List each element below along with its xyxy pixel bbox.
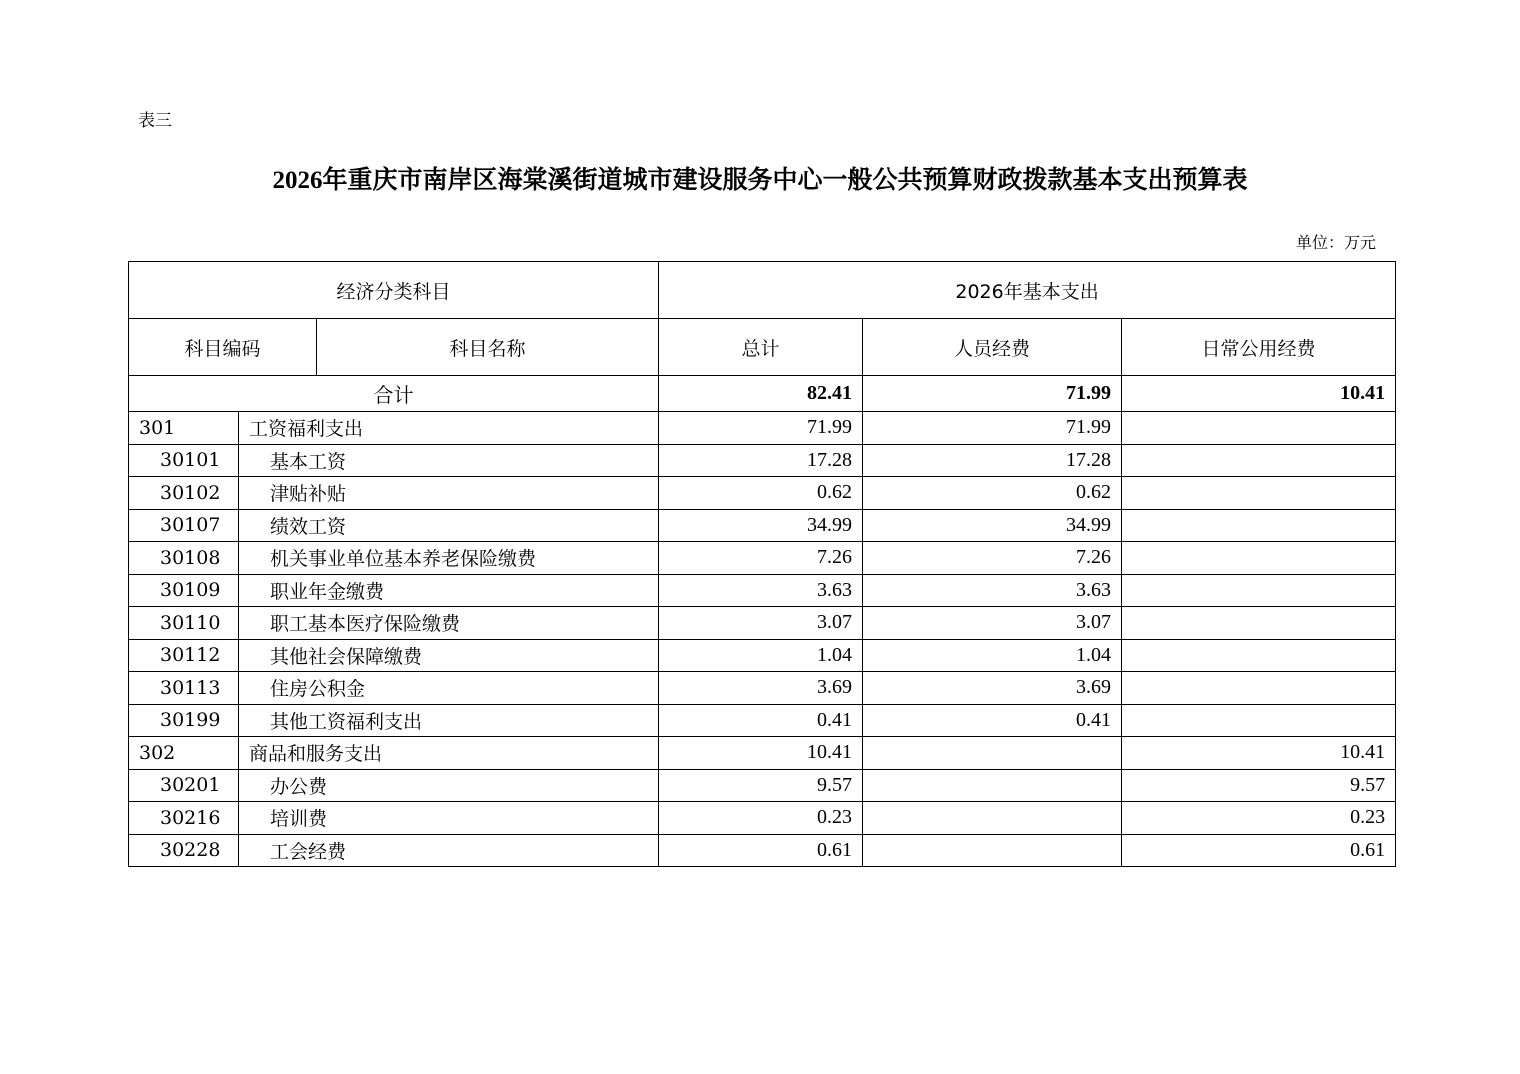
header-economic-category: 经济分类科目 bbox=[129, 262, 659, 319]
table-row bbox=[129, 639, 1396, 672]
row-personnel: 3.63 bbox=[863, 574, 1122, 607]
header-total: 总计 bbox=[659, 319, 863, 376]
row-public bbox=[1122, 639, 1396, 672]
row-name: 机关事业单位基本养老保险缴费 bbox=[239, 542, 659, 575]
row-code: 30228 bbox=[129, 834, 239, 867]
row-code: 30112 bbox=[129, 639, 239, 672]
table-row bbox=[129, 542, 1396, 575]
row-public: 9.57 bbox=[1122, 769, 1396, 802]
header-basic-expenditure: 2026年基本支出 bbox=[659, 262, 1396, 319]
table-row bbox=[129, 737, 1396, 770]
table-row bbox=[129, 509, 1396, 542]
row-name: 工资福利支出 bbox=[239, 412, 659, 445]
row-total: 3.69 bbox=[659, 672, 863, 705]
row-code: 30113 bbox=[129, 672, 239, 705]
header-code: 科目编码 bbox=[129, 319, 317, 376]
row-name: 培训费 bbox=[239, 802, 659, 835]
row-name: 商品和服务支出 bbox=[239, 737, 659, 770]
row-name: 绩效工资 bbox=[239, 509, 659, 542]
header-row-columns bbox=[129, 319, 1396, 376]
row-total: 0.23 bbox=[659, 802, 863, 835]
row-public bbox=[1122, 672, 1396, 705]
table-row bbox=[129, 704, 1396, 737]
row-code: 30108 bbox=[129, 542, 239, 575]
row-personnel: 3.07 bbox=[863, 607, 1122, 640]
row-personnel bbox=[863, 802, 1122, 835]
table-row bbox=[129, 574, 1396, 607]
row-public: 10.41 bbox=[1122, 737, 1396, 770]
page-title: 2026年重庆市南岸区海棠溪街道城市建设服务中心一般公共预算财政拨款基本支出预算表 bbox=[272, 167, 1248, 194]
header-row-group bbox=[129, 262, 1396, 319]
row-name: 基本工资 bbox=[239, 444, 659, 477]
header-personnel: 人员经费 bbox=[863, 319, 1122, 376]
row-name: 办公费 bbox=[239, 769, 659, 802]
row-total: 10.41 bbox=[659, 737, 863, 770]
row-public bbox=[1122, 574, 1396, 607]
table-row bbox=[129, 412, 1396, 445]
row-personnel: 71.99 bbox=[863, 412, 1122, 445]
row-total: 0.41 bbox=[659, 704, 863, 737]
unit-label: 单位：万元 bbox=[1296, 233, 1377, 252]
header-public: 日常公用经费 bbox=[1122, 319, 1396, 376]
table-row bbox=[129, 672, 1396, 705]
row-total: 1.04 bbox=[659, 639, 863, 672]
table-row bbox=[129, 769, 1396, 802]
table-row bbox=[129, 477, 1396, 510]
row-personnel: 3.69 bbox=[863, 672, 1122, 705]
row-name: 住房公积金 bbox=[239, 672, 659, 705]
row-personnel bbox=[863, 769, 1122, 802]
row-total: 0.62 bbox=[659, 477, 863, 510]
row-code: 30201 bbox=[129, 769, 239, 802]
row-total: 71.99 bbox=[659, 412, 863, 445]
row-personnel: 7.26 bbox=[863, 542, 1122, 575]
row-code: 30109 bbox=[129, 574, 239, 607]
budget-table bbox=[128, 261, 1396, 867]
row-name: 职业年金缴费 bbox=[239, 574, 659, 607]
total-total: 82.41 bbox=[659, 376, 863, 412]
table-row bbox=[129, 834, 1396, 867]
table-row bbox=[129, 444, 1396, 477]
row-name: 职工基本医疗保险缴费 bbox=[239, 607, 659, 640]
row-personnel: 34.99 bbox=[863, 509, 1122, 542]
row-name: 其他社会保障缴费 bbox=[239, 639, 659, 672]
row-personnel bbox=[863, 834, 1122, 867]
row-total: 17.28 bbox=[659, 444, 863, 477]
row-code: 30107 bbox=[129, 509, 239, 542]
row-public bbox=[1122, 704, 1396, 737]
row-personnel: 0.62 bbox=[863, 477, 1122, 510]
row-code: 30102 bbox=[129, 477, 239, 510]
row-name: 工会经费 bbox=[239, 834, 659, 867]
row-total: 34.99 bbox=[659, 509, 863, 542]
row-personnel bbox=[863, 737, 1122, 770]
row-public: 0.23 bbox=[1122, 802, 1396, 835]
row-code: 301 bbox=[129, 412, 239, 445]
row-public bbox=[1122, 477, 1396, 510]
table-row bbox=[129, 802, 1396, 835]
total-personnel: 71.99 bbox=[863, 376, 1122, 412]
row-code: 30110 bbox=[129, 607, 239, 640]
row-public bbox=[1122, 509, 1396, 542]
row-total: 3.07 bbox=[659, 607, 863, 640]
table-row bbox=[129, 607, 1396, 640]
row-personnel: 17.28 bbox=[863, 444, 1122, 477]
row-public bbox=[1122, 542, 1396, 575]
row-public bbox=[1122, 444, 1396, 477]
row-code: 30216 bbox=[129, 802, 239, 835]
row-total: 9.57 bbox=[659, 769, 863, 802]
row-code: 302 bbox=[129, 737, 239, 770]
row-public bbox=[1122, 607, 1396, 640]
row-total: 7.26 bbox=[659, 542, 863, 575]
total-row bbox=[129, 376, 1396, 412]
row-total: 3.63 bbox=[659, 574, 863, 607]
row-personnel: 1.04 bbox=[863, 639, 1122, 672]
row-name: 津贴补贴 bbox=[239, 477, 659, 510]
row-total: 0.61 bbox=[659, 834, 863, 867]
total-label: 合计 bbox=[129, 376, 659, 412]
row-name: 其他工资福利支出 bbox=[239, 704, 659, 737]
row-public bbox=[1122, 412, 1396, 445]
row-code: 30101 bbox=[129, 444, 239, 477]
row-code: 30199 bbox=[129, 704, 239, 737]
total-public: 10.41 bbox=[1122, 376, 1396, 412]
table-label: 表三 bbox=[138, 111, 172, 131]
row-public: 0.61 bbox=[1122, 834, 1396, 867]
header-name: 科目名称 bbox=[317, 319, 659, 376]
row-personnel: 0.41 bbox=[863, 704, 1122, 737]
